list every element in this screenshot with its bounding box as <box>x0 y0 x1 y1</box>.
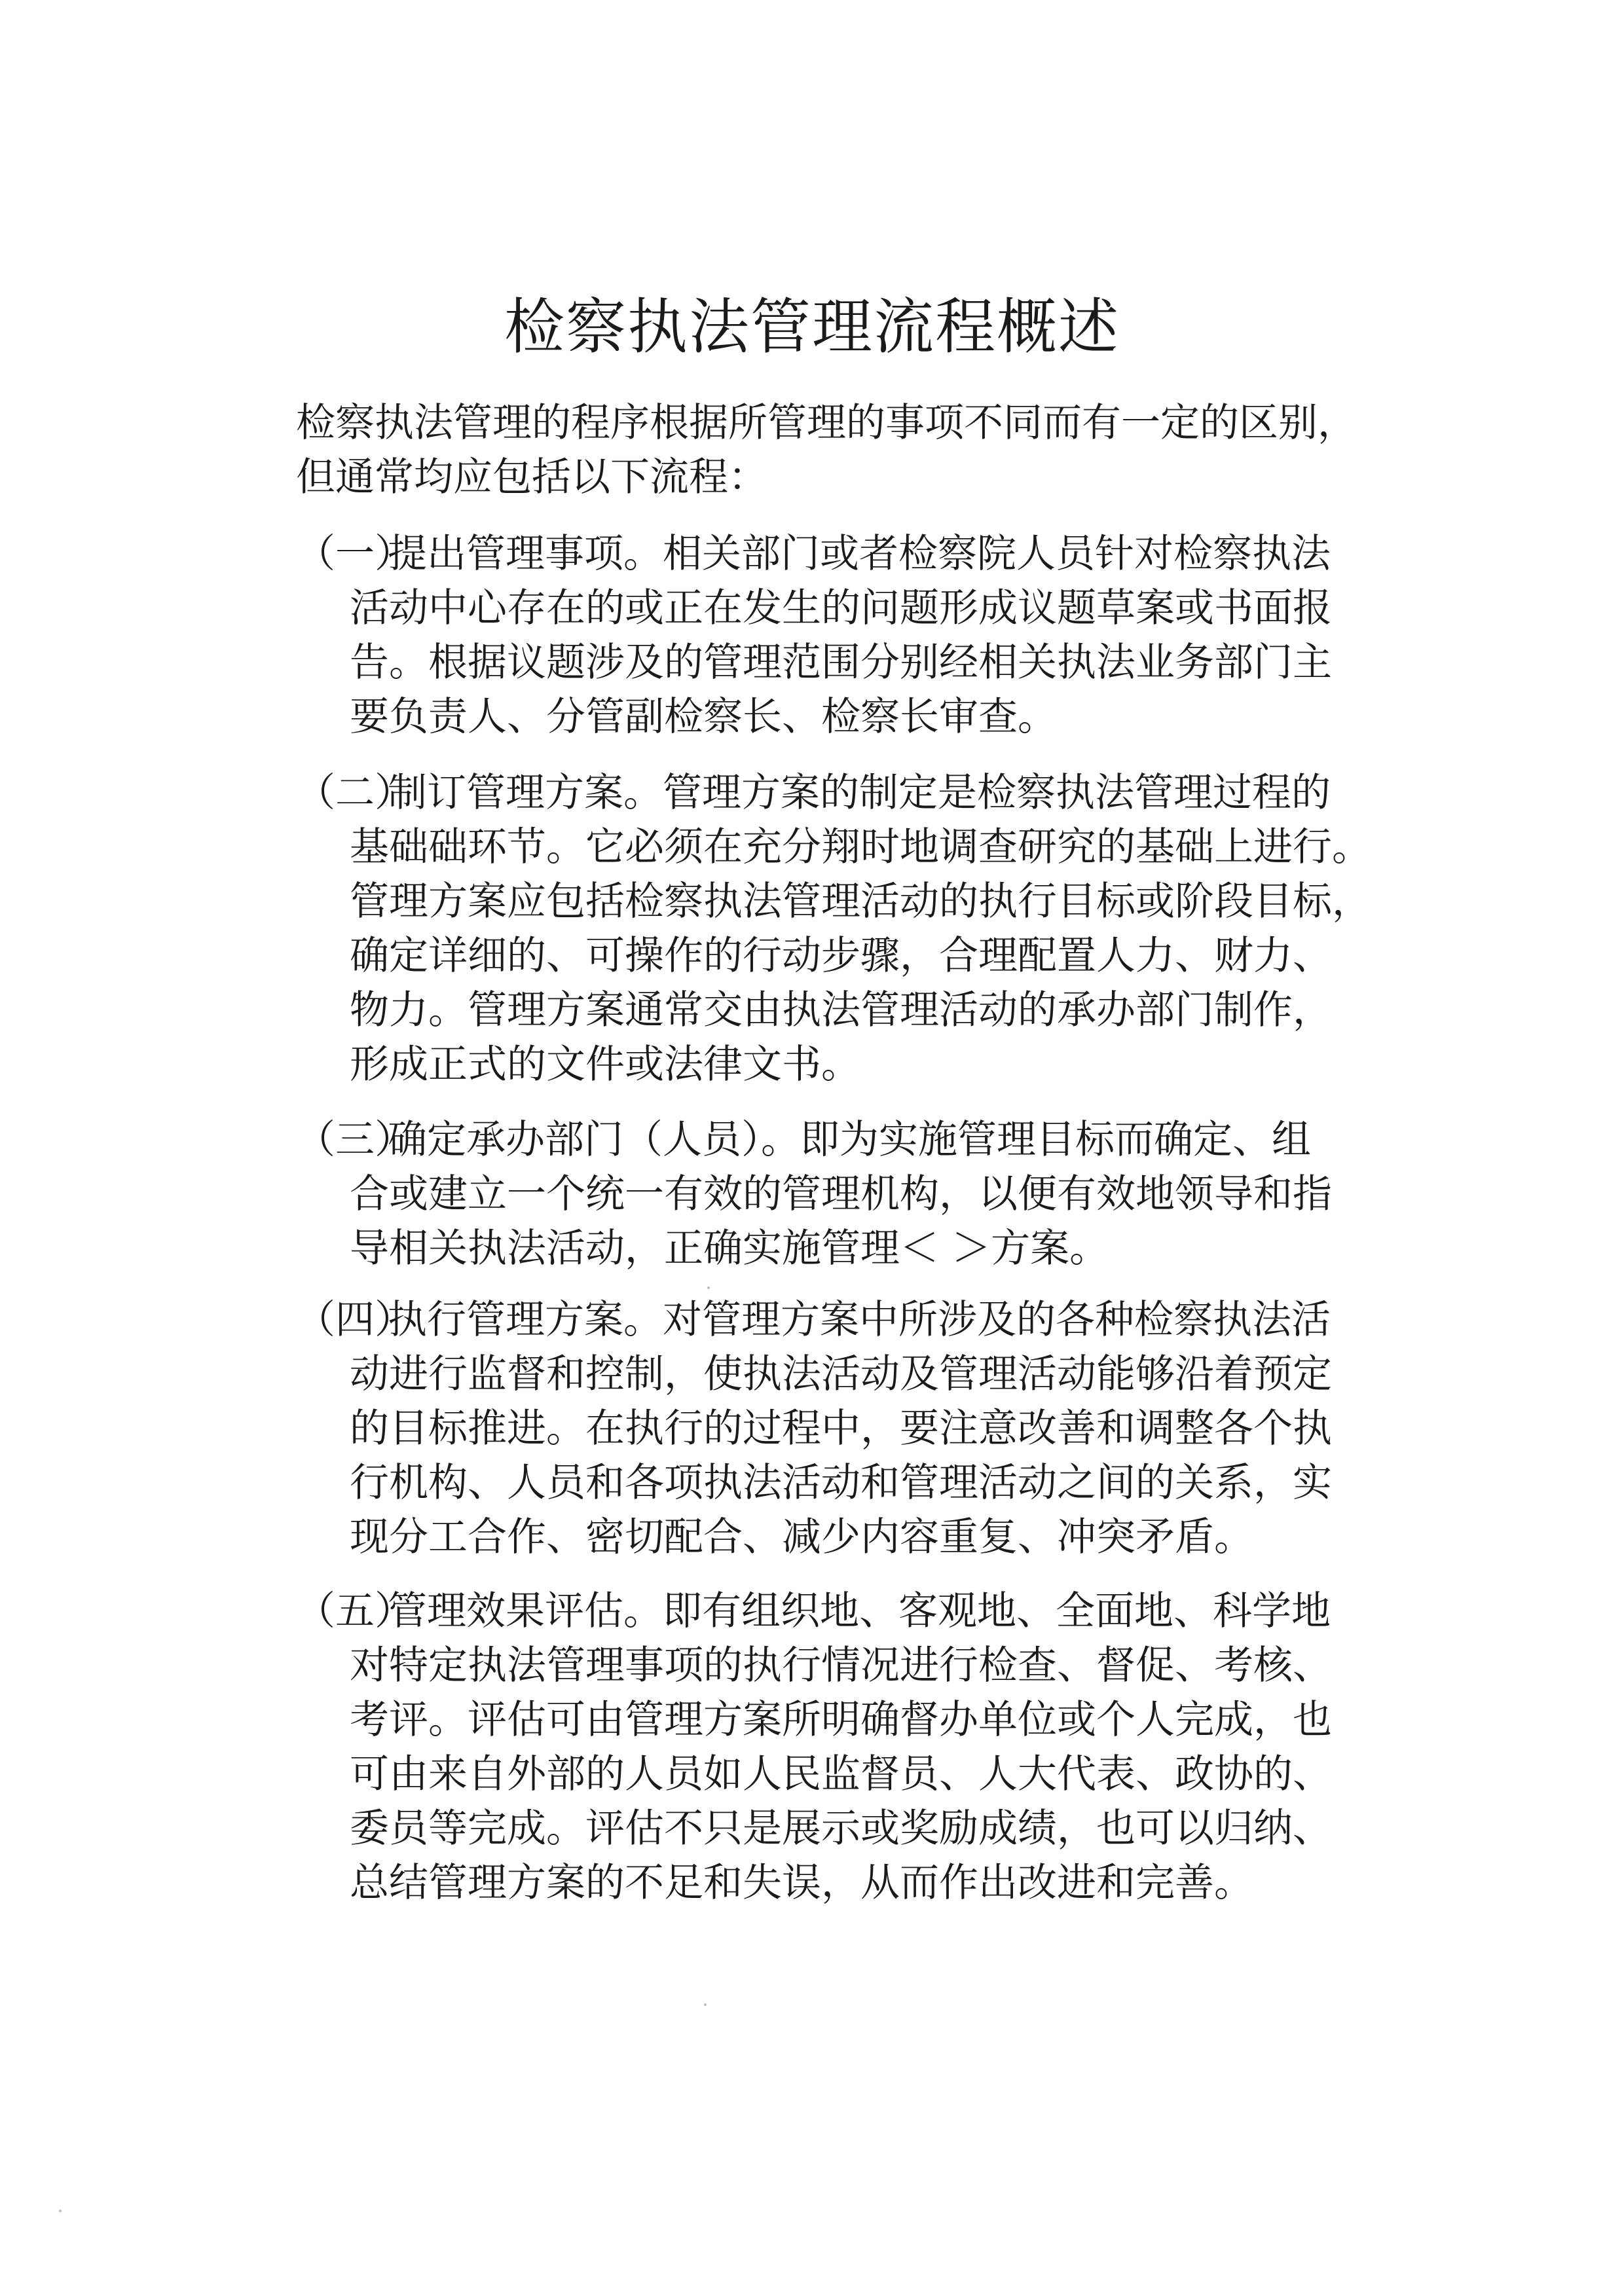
section-line: 总结管理方案的不足和失误，从而作出改进和完善。 <box>350 1860 1253 1906</box>
section-line: 物力。管理方案通常交由执法管理活动的承办部门制作， <box>350 987 1332 1033</box>
section-number: （五） <box>296 1588 414 1634</box>
section-line: 的目标推进。在执行的过程中，要注意改善和调整各个执 <box>350 1406 1332 1451</box>
section-line: 可由来自外部的人员如人民监督员、人大代表、政协的、 <box>350 1751 1332 1797</box>
section-line: 确定详细的、可操作的行动步骤，合理配置人力、财力、 <box>350 933 1332 979</box>
section-text: 制订管理方案。管理方案的制定是检察执法管理过程的 <box>388 770 1331 816</box>
intro-line: 但通常均应包括以下流程： <box>296 454 767 500</box>
section-line: 委员等完成。评估不只是展示或奖励成绩，也可以归纳、 <box>350 1806 1332 1851</box>
section-line: 考评。评估可由管理方案所明确督办单位或个人完成，也 <box>350 1697 1332 1743</box>
section-4 <box>296 1293 1468 1565</box>
intro-line: 检察执法管理的程序根据所管理的事项不同而有一定的区别， <box>296 400 1357 446</box>
section-text: 提出管理事项。相关部门或者检察院人员针对检察执法 <box>388 531 1331 577</box>
section-first-line <box>296 527 1468 581</box>
section-text: 执行管理方案。对管理方案中所涉及的各种检察执法活 <box>388 1297 1331 1343</box>
section-line: 形成正式的文件或法律文书。 <box>350 1042 860 1087</box>
scan-speck <box>704 2003 707 2006</box>
section-text: 管理效果评估。即有组织地、客观地、全面地、科学地 <box>388 1588 1331 1634</box>
section-number: （一） <box>296 531 414 577</box>
section-number: （三） <box>296 1117 414 1163</box>
section-number: （二） <box>296 770 414 816</box>
section-line: 行机构、人员和各项执法活动和管理活动之间的关系，实 <box>350 1460 1332 1506</box>
scan-speck <box>707 1286 710 1289</box>
section-text: 确定承办部门（人员）。即为实施管理目标而确定、组 <box>388 1117 1311 1163</box>
section-line: 动进行监督和控制，使执法活动及管理活动能够沿着预定 <box>350 1351 1332 1397</box>
section-3 <box>296 1113 1468 1276</box>
section-first-line <box>296 1293 1468 1347</box>
section-line: 对特定执法管理事项的执行情况进行检查、督促、考核、 <box>350 1643 1332 1688</box>
section-line: 现分工合作、密切配合、减少内容重复、冲突矛盾。 <box>350 1514 1253 1560</box>
section-line: 基础础环节。它必须在充分翔时地调查研究的基础上进行。 <box>350 824 1371 870</box>
section-line: 管理方案应包括检察执法管理活动的执行目标或阶段目标， <box>350 879 1371 924</box>
document-title: 检察执法管理流程概述 <box>504 292 1120 362</box>
scan-speck <box>59 2210 62 2212</box>
section-line: 导相关执法活动，正确实施管理＜ ＞方案。 <box>350 1226 1109 1271</box>
section-line: 告。根据议题涉及的管理范围分别经相关执法业务部门主 <box>350 640 1332 685</box>
section-2 <box>296 766 1468 1092</box>
section-first-line <box>296 766 1468 820</box>
section-1 <box>296 527 1468 744</box>
section-first-line <box>296 1113 1468 1167</box>
section-5 <box>296 1584 1468 1910</box>
section-line: 要负责人、分管副检察长、检察长审查。 <box>350 694 1057 740</box>
intro-paragraph <box>296 396 1468 505</box>
section-line: 活动中心存在的或正在发生的问题形成议题草案或书面报 <box>350 585 1332 631</box>
section-number: （四） <box>296 1297 414 1343</box>
section-first-line <box>296 1584 1468 1639</box>
section-line: 合或建立一个统一有效的管理机构，以便有效地领导和指 <box>350 1171 1332 1217</box>
